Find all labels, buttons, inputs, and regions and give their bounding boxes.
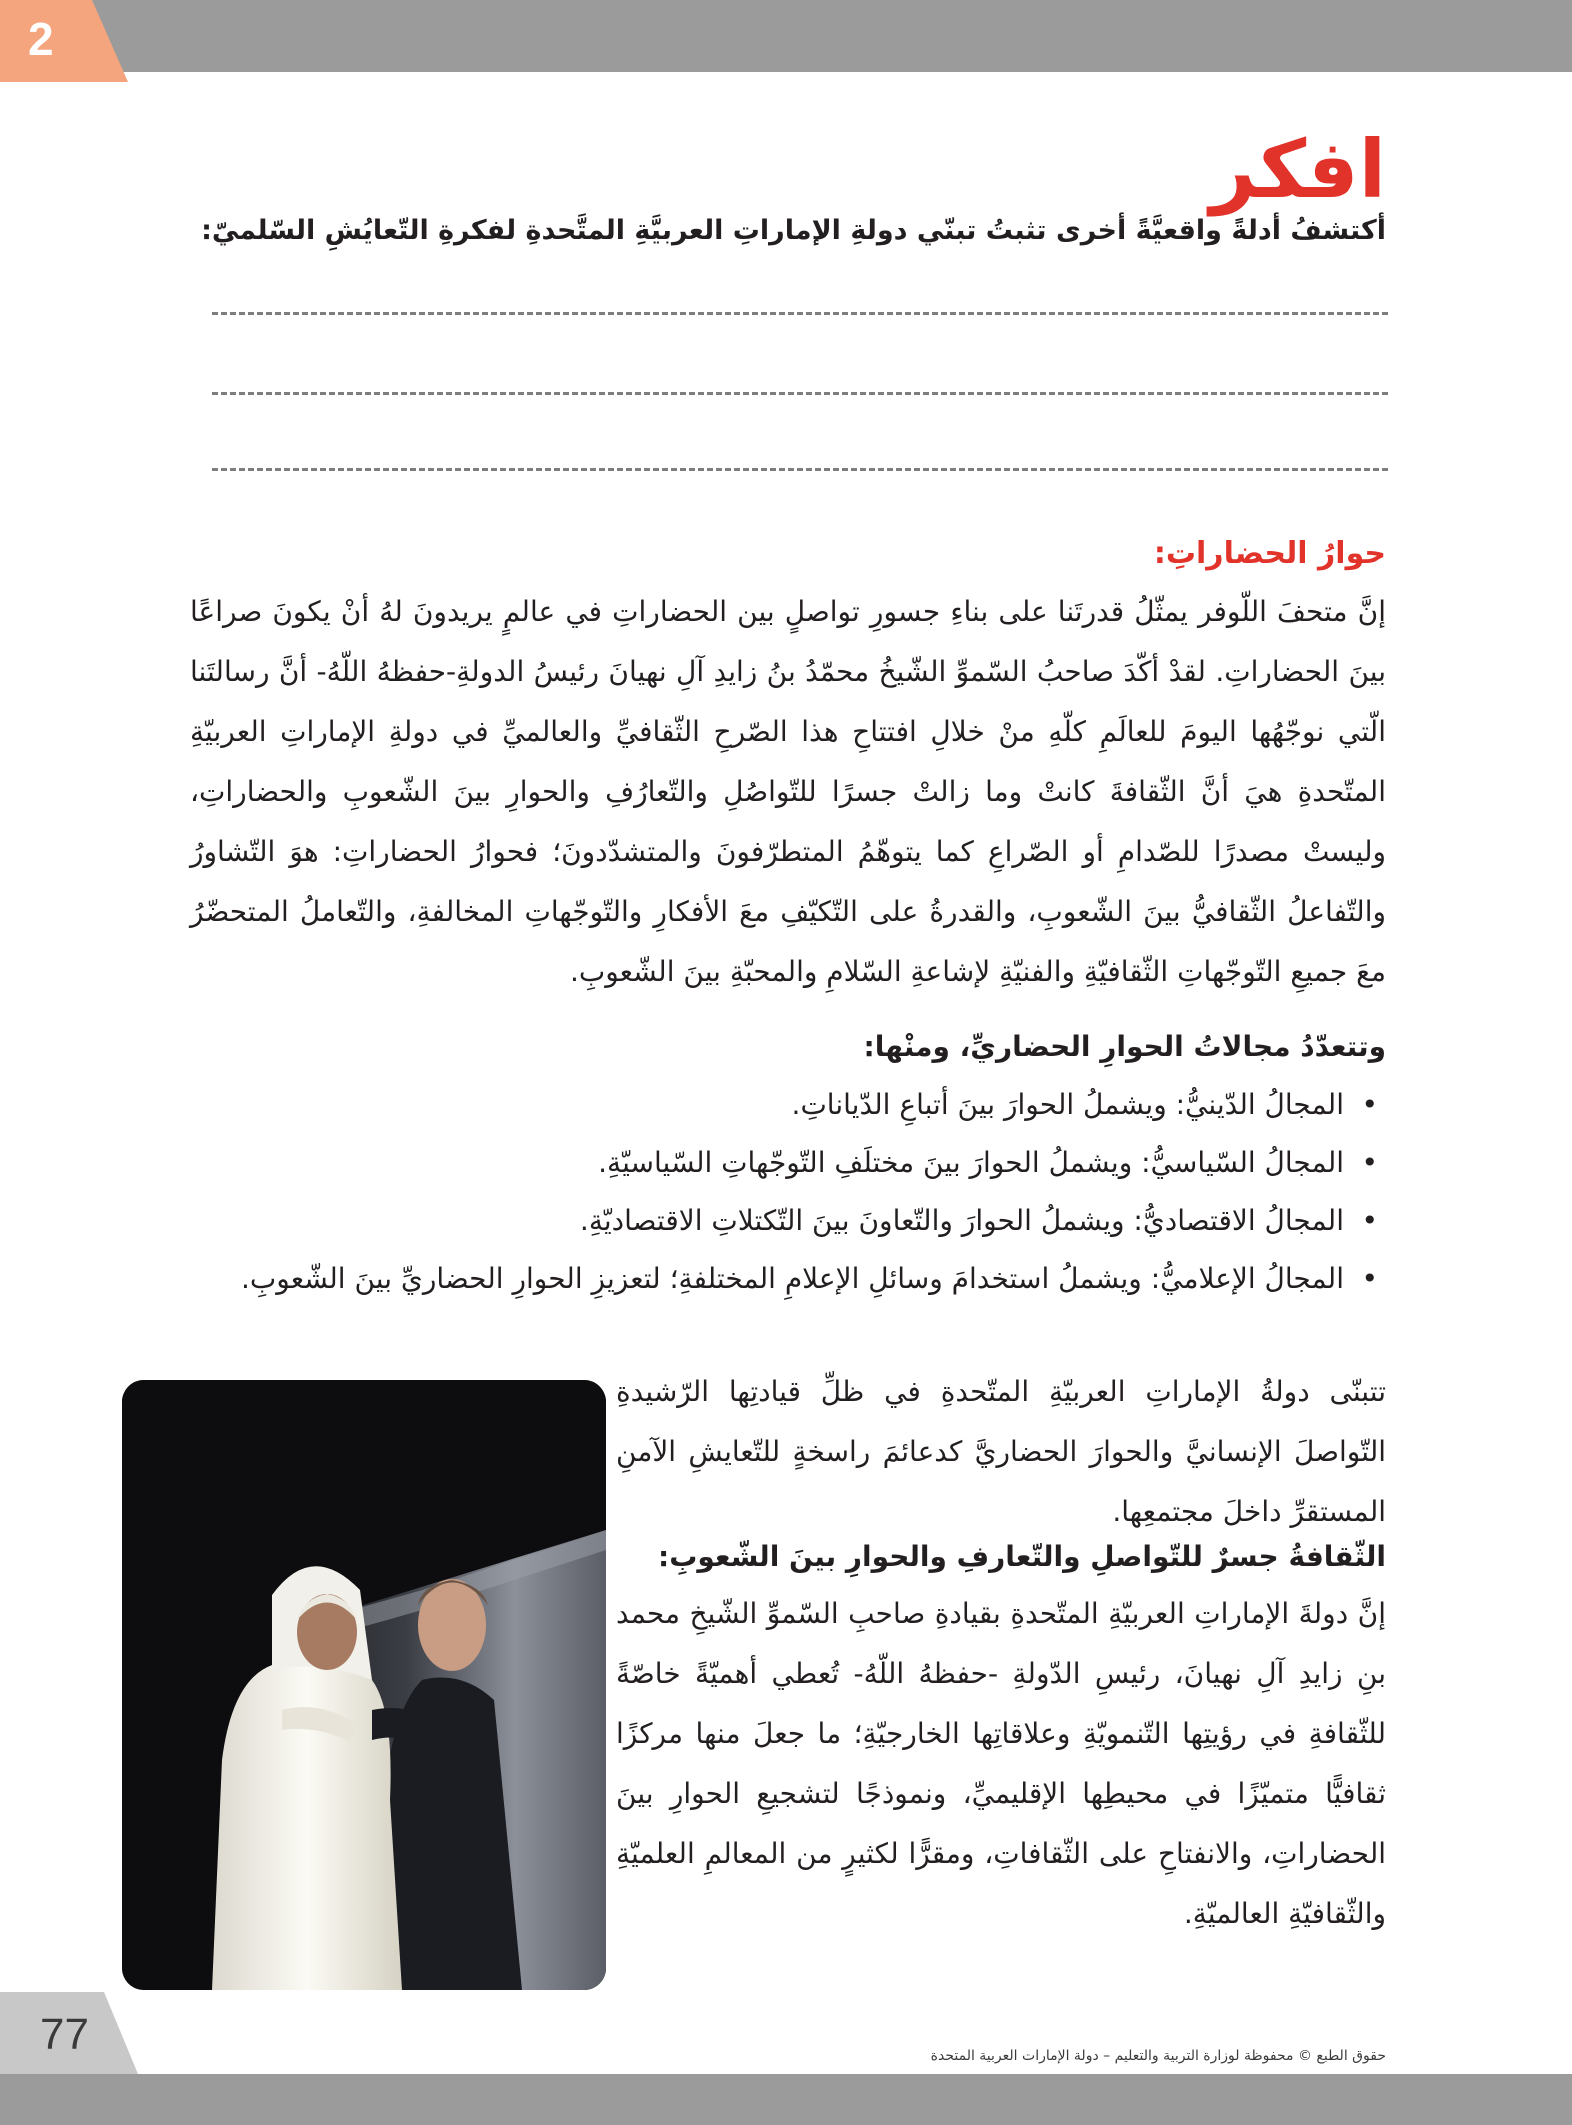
answer-line[interactable] <box>212 392 1388 395</box>
fields-list <box>190 1076 1386 1308</box>
answer-line[interactable] <box>212 468 1388 471</box>
photo-illustration <box>122 1380 606 1990</box>
list-item: • المجالُ الدّينيُّ: ويشملُ الحوارَ بينَ أتباعِ الدّياناتِ. <box>190 1076 1386 1134</box>
think-title: افكر <box>1209 123 1386 216</box>
list-item: • المجالُ الاقتصاديُّ: ويشملُ الحوارَ والتّعاونَ بينَ التّكتلاتِ الاقتصاديّةِ. <box>190 1192 1386 1250</box>
answer-line[interactable] <box>212 312 1388 315</box>
embrace-photo <box>122 1380 606 1990</box>
unit-number: 2 <box>28 13 54 65</box>
dialogue-paragraph: إنَّ متحفَ اللّوفر يمثّلُ قدرتَنا على بناءِ جسورِ تواصلٍ بين الحضاراتِ في عالمٍ يريدونَ لهُ أنْ يكونَ صراعًا بينَ الحضاراتِ. لقدْ أكّدَ صاحبُ السّموِّ الشّيخُ محمّدُ بنُ زايدِ آلِ نهيانَ رئيسُ الدولةِ-حفظهُ اللّهُ- أنَّ رسالتَنا الّتي نوجّهُها اليومَ للعالَمِ كلّهِ منْ خلالِ افتتاحِ هذا الصّرحِ الثّقافيِّ والعالميِّ في دولةِ الإماراتِ العربيّةِ المتّحدةِ هيَ أنَّ الثّقافةَ كانتْ وما زالتْ جسرًا للتّواصُلِ والتّعارُفِ والحوارِ بينَ الشّعوبِ والحضاراتِ، وليستْ مصدرًا للصّدامِ أو الصّراعِ كما يتوهّمُ المتطرّفونَ والمتشدّدونَ؛ فحوارُ الحضاراتِ: هوَ التّشاورُ والتّفاعلُ الثّقافيُّ بينَ الشّعوبِ، والقدرةُ على التّكيّفِ معَ الأفكارِ والتّوجّهاتِ المخالفةِ، والتّعاملُ المتحضّرُ معَ جميعِ التّوجّهاتِ الثّقافيّةِ والفنيّةِ لإشاعةِ السّلامِ والمحبّةِ بينَ الشّعوبِ. <box>190 595 1386 988</box>
copyright-notice: حقوق الطبع © محفوظة لوزارة التربية والتعليم – دولة الإمارات العربية المتحدة <box>930 2048 1386 2064</box>
section-heading-dialogue: حوارُ الحضاراتِ: <box>1153 536 1386 571</box>
fields-intro: وتتعدّدُ مجالاتُ الحوارِ الحضاريِّ، ومنْها: <box>863 1030 1386 1063</box>
page-number: 77 <box>40 2010 89 2059</box>
list-item: • المجالُ الإعلاميُّ: ويشملُ استخدامَ وسائلِ الإعلامِ المختلفةِ؛ لتعزيزِ الحوارِ الحضاريِّ بينَ الشّعوبِ. <box>190 1250 1386 1308</box>
culture-paragraph: إنَّ دولةَ الإماراتِ العربيّةِ المتّحدةِ بقيادةِ صاحبِ السّموِّ الشّيخِ محمد بنِ زايدِ آلِ نهيانَ، رئيسِ الدّولةِ -حفظهُ اللّهُ- تُعطي أهميّةً خاصّةً للثّقافةِ في رؤيتِها التّنمويّةِ وعلاقاتِها الخارجيّةِ؛ ما جعلَ منها مركزًا ثقافيًّا متميّزًا في محيطِها الإقليميِّ، ونموذجًا لتشجيعِ الحوارِ بينَ الحضاراتِ، والانفتاحِ على الثّقافاتِ، ومقرًّا لكثيرٍ من المعالمِ العلميّةِ والثّقافيّةِ العالميّةِ. <box>616 1597 1386 1930</box>
culture-heading: الثّقافةُ جسرٌ للتّواصلِ والتّعارفِ والحوارِ بينَ الشّعوبِ: <box>658 1540 1386 1573</box>
list-item: • المجالُ السّياسيُّ: ويشملُ الحوارَ بينَ مختلَفِ التّوجّهاتِ السّياسيّةِ. <box>190 1134 1386 1192</box>
adoption-paragraph: تتبنّى دولةُ الإماراتِ العربيّةِ المتّحدةِ في ظلِّ قيادتِها الرّشيدةِ التّواصلَ الإنسانيَّ والحوارَ الحضاريَّ كدعائمَ راسخةٍ للتّعايشِ الآمنِ المستقرِّ داخلَ مجتمعِها. <box>616 1375 1386 1528</box>
think-prompt: أكتشفُ أدلةً واقعيَّةً أخرى تثبتُ تبنّي دولةِ الإماراتِ العربيَّةِ المتَّحدةِ لفكرةِ التّعايُشِ السّلميّ: <box>201 215 1386 246</box>
footer-bar <box>0 2074 1572 2125</box>
top-bar <box>0 0 1572 72</box>
